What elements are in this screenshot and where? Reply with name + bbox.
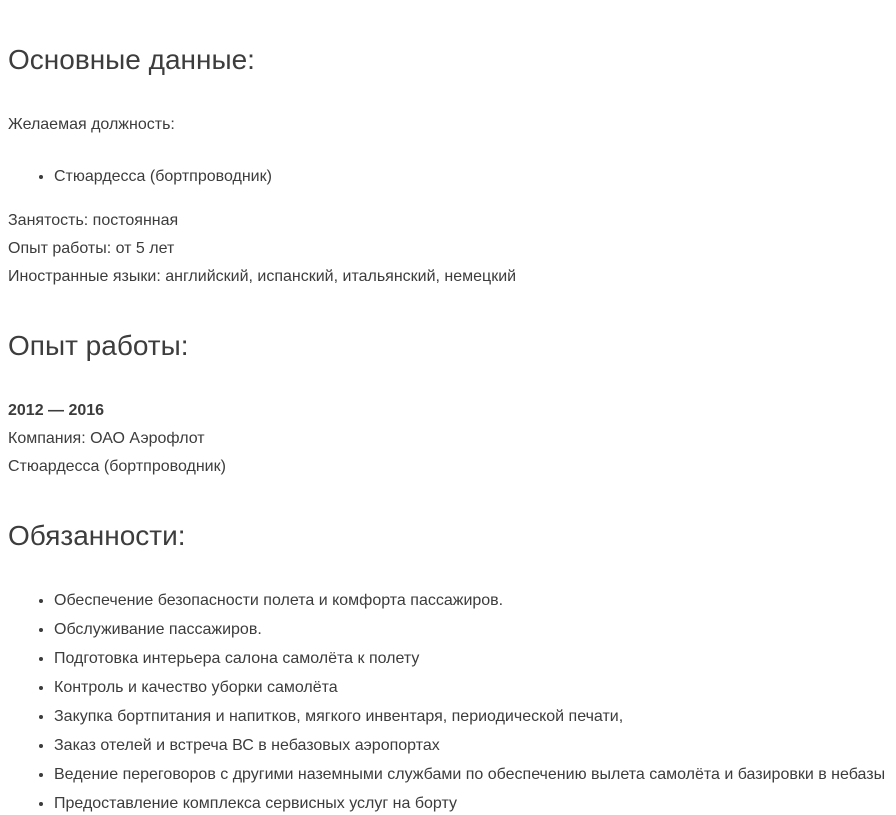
desired-position-list	[8, 166, 888, 188]
experience-line: Опыт работы: от 5 лет	[8, 240, 175, 257]
work-period: 2012 — 2016	[8, 402, 105, 419]
languages-line: Иностранные языки: английский, испанский, итальянский, немецкий	[8, 268, 517, 285]
position-line: Стюардесса (бортпроводник)	[8, 458, 226, 475]
section-heading-responsibilities: Обязанности:	[8, 520, 186, 551]
responsibility-item: • Заказ отелей и встреча ВС в небазовых аэропортах	[54, 735, 888, 757]
employment-line: Занятость: постоянная	[8, 212, 179, 229]
desired-position-item: • Стюардесса (бортпроводник)	[54, 166, 888, 188]
company-line: Компания: ОАО Аэрофлот	[8, 430, 205, 447]
section-heading-work-experience: Опыт работы:	[8, 330, 189, 361]
responsibility-item: • Подготовка интерьера салона самолёта к полету	[54, 648, 888, 670]
responsibility-item: • Обеспечение безопасности полета и комфорта пассажиров.	[54, 590, 888, 612]
section-heading-basic-data: Основные данные:	[8, 44, 255, 75]
responsibility-item: • Обслуживание пассажиров.	[54, 619, 888, 641]
responsibility-item: • Ведение переговоров с другими наземными службами по обеспечению вылета самолёта и базировки в небазы	[54, 764, 888, 786]
responsibility-item: • Контроль и качество уборки самолёта	[54, 677, 888, 699]
responsibility-item: • Предоставление комплекса сервисных услуг на борту	[54, 793, 888, 815]
responsibility-item: • Закупка бортпитания и напитков, мягкого инвентаря, периодической печати,	[54, 706, 888, 728]
responsibilities-list	[8, 590, 888, 815]
desired-position-label: Желаемая должность:	[8, 116, 175, 133]
